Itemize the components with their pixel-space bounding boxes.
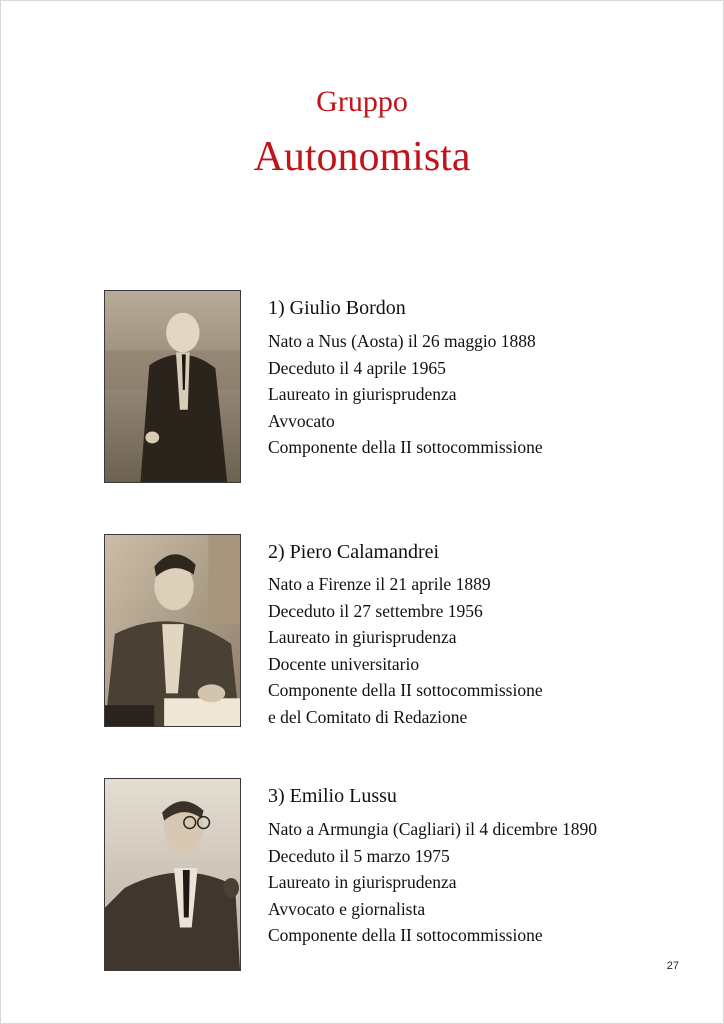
group-title-line-1: Gruppo: [316, 85, 408, 118]
member-details-calamandrei: [268, 571, 543, 731]
group-title-line-2: Autonomista: [253, 134, 471, 180]
member-name-calamandrei: 2) Piero Calamandrei: [268, 541, 440, 563]
detail-line: Laureato in giurisprudenza: [268, 384, 457, 405]
detail-line: Nato a Nus (Aosta) il 26 maggio 1888: [268, 331, 536, 351]
page-number: 27: [666, 960, 679, 972]
detail-line: Laureato in giurisprudenza: [268, 627, 457, 648]
member-details-bordon: [268, 328, 543, 461]
detail-line: Avvocato e giornalista: [268, 898, 426, 919]
detail-line: Componente della II sottocommissione: [268, 680, 543, 701]
detail-line: Componente della II sottocommissione: [268, 925, 543, 946]
detail-line: Laureato in giurisprudenza: [268, 872, 457, 893]
member-name-lussu: 3) Emilio Lussu: [268, 785, 397, 807]
detail-line: Nato a Armungia (Cagliari) il 4 dicembre 1890: [268, 819, 598, 839]
member-details-lussu: [268, 816, 597, 949]
detail-line: Avvocato: [268, 410, 335, 431]
detail-line: Deceduto il 5 marzo 1975: [268, 845, 450, 866]
member-photo-calamandrei: [104, 534, 241, 727]
member-photo-lussu: [104, 778, 241, 971]
member-photo-bordon: [104, 290, 241, 483]
detail-line: Deceduto il 27 settembre 1956: [268, 600, 483, 621]
detail-line: Docente universitario: [268, 653, 420, 674]
member-name-bordon: 1) Giulio Bordon: [268, 297, 406, 319]
detail-line: Deceduto il 4 aprile 1965: [268, 357, 446, 378]
detail-line: e del Comitato di Redazione: [268, 706, 468, 727]
detail-line: Componente della II sottocommissione: [268, 437, 543, 458]
detail-line: Nato a Firenze il 21 aprile 1889: [268, 574, 491, 594]
